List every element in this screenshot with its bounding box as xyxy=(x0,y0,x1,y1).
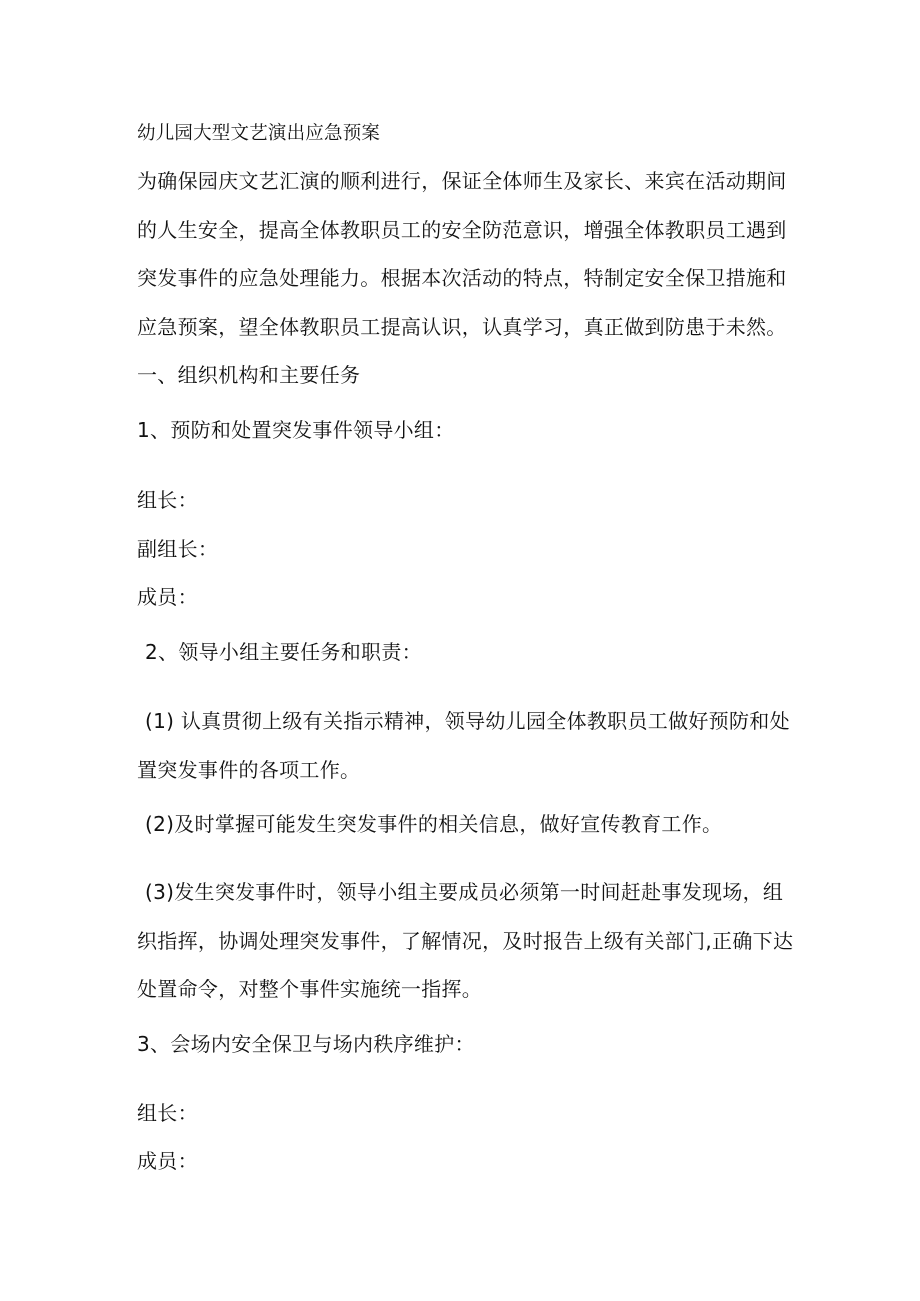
intro-line-1: 为确保园庆文艺汇演的顺利进行，保证全体师生及家长、来宾在活动期间 xyxy=(137,169,787,193)
duty-3-line-2: 织指挥，协调处理突发事件，了解情况，及时报告上级有关部门,正确下达 xyxy=(137,929,794,953)
intro-line-2: 的人生安全，提高全体教职员工的安全防范意识，增强全体教职员工遇到 xyxy=(137,218,787,242)
item-2-heading: 2、领导小组主要任务和职责： xyxy=(145,640,422,664)
group-1-members: 成员： xyxy=(137,585,198,609)
group-3-leader: 组长： xyxy=(137,1101,198,1125)
group-1-leader: 组长： xyxy=(137,488,198,512)
section-1-heading: 一、组织机构和主要任务 xyxy=(137,363,361,387)
document-title: 幼儿园大型文艺演出应急预案 xyxy=(137,123,381,144)
intro-line-3: 突发事件的应急处理能力。根据本次活动的特点，特制定安全保卫措施和 xyxy=(137,266,787,290)
duty-2: (2)及时掌握可能发生突发事件的相关信息，做好宣传教育工作。 xyxy=(145,812,723,836)
intro-line-4: 应急预案，望全体教职员工提高认识，认真学习，真正做到防患于未然。 xyxy=(137,315,787,339)
group-1-deputy: 副组长： xyxy=(137,537,219,561)
group-3-members: 成员： xyxy=(137,1149,198,1173)
item-3-heading: 3、会场内安全保卫与场内秩序维护： xyxy=(137,1032,475,1056)
item-1-heading: 1、预防和处置突发事件领导小组： xyxy=(137,418,455,442)
duty-1-line-1: (1) 认真贯彻上级有关指示精神，领导幼儿园全体教职员工做好预防和处 xyxy=(145,709,790,733)
duty-3-line-1: (3)发生突发事件时，领导小组主要成员必须第一时间赶赴事发现场，组 xyxy=(145,880,784,904)
duty-1-line-2: 置突发事件的各项工作。 xyxy=(137,758,361,782)
duty-3-line-3: 处置命令，对整个事件实施统一指挥。 xyxy=(137,977,483,1001)
